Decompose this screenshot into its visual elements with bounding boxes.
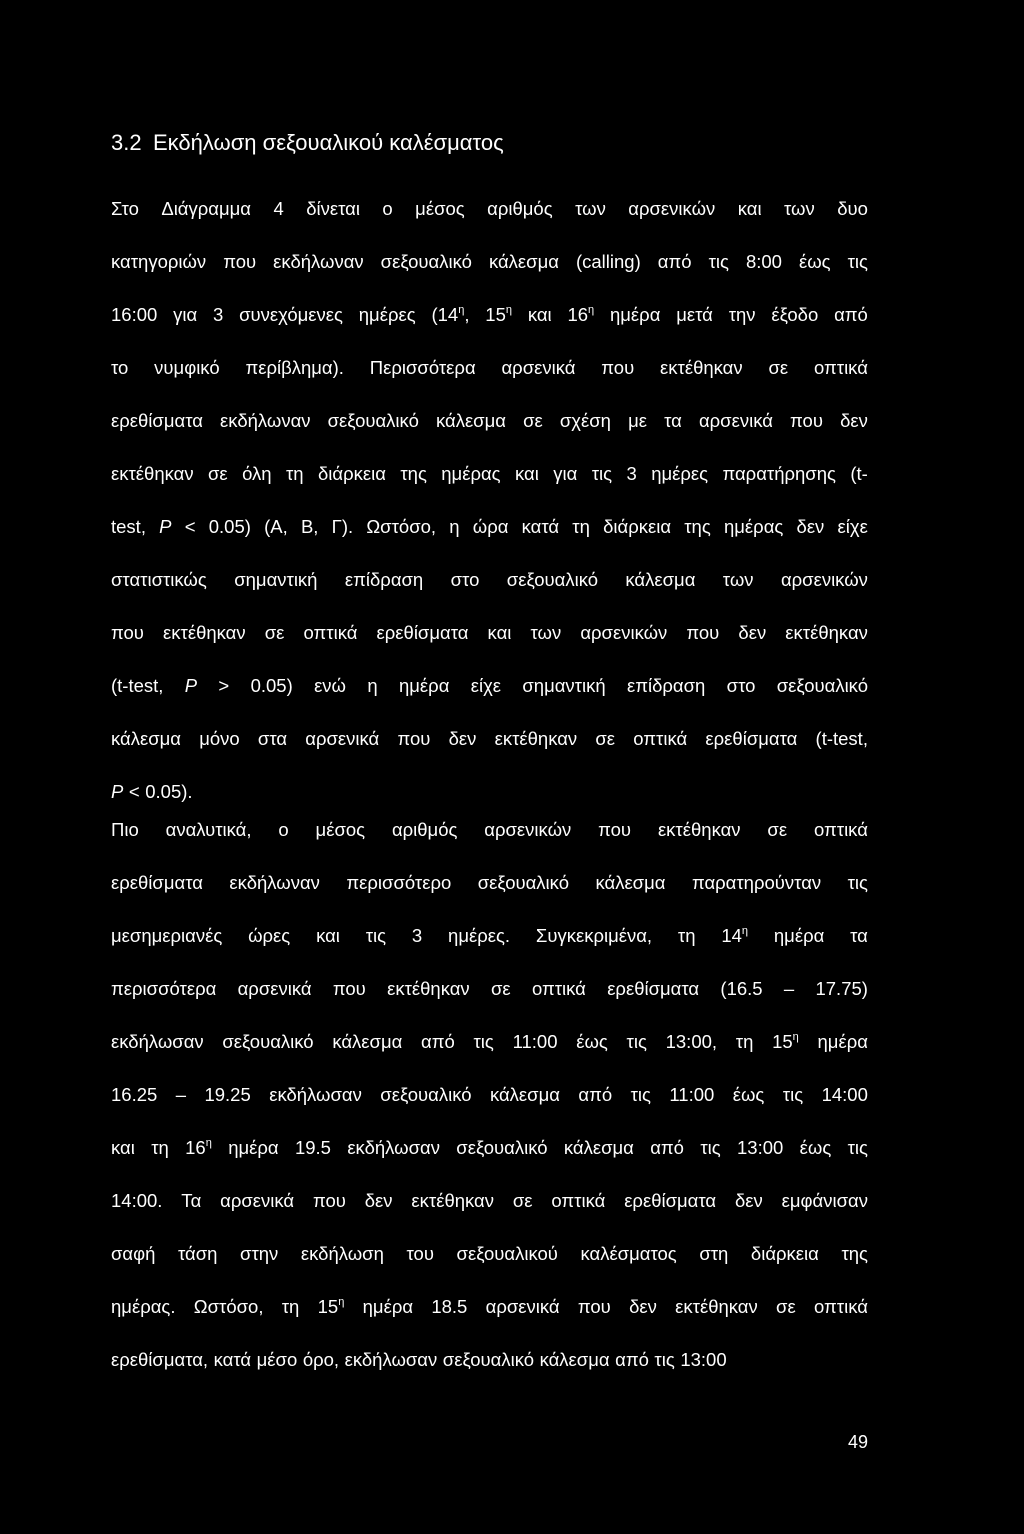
text-line — [111, 618, 868, 671]
word: 19.5 — [294, 1137, 331, 1158]
word: σε — [208, 463, 228, 484]
text-line — [111, 1292, 868, 1345]
word: και — [527, 304, 552, 325]
word: $16^\eta$ — [567, 304, 595, 325]
text-line — [111, 194, 868, 247]
word: στα — [257, 728, 288, 749]
word: εκτέθηκαν — [657, 819, 741, 840]
word: ημέρας — [723, 516, 784, 537]
word: ημέρες — [651, 463, 709, 484]
word: εμφάνισαν — [781, 1190, 868, 1211]
word: έξοδο — [771, 304, 819, 325]
word: για — [553, 463, 578, 484]
word: ημέρα — [362, 1296, 414, 1317]
text-line — [111, 1027, 868, 1080]
word: σεξουαλικό — [456, 1137, 548, 1158]
word: σημαντική — [234, 569, 318, 590]
word: – — [783, 978, 795, 999]
section-title: Εκδήλωση σεξουαλικού καλέσματος — [153, 130, 504, 155]
word: εκτέθηκαν — [660, 357, 743, 378]
word: ώρες — [248, 925, 291, 946]
word: δεν — [738, 622, 767, 643]
word: (t-test, — [815, 728, 868, 749]
word: 18.5 — [431, 1296, 468, 1317]
word: Στο — [111, 198, 139, 219]
word: είχε — [470, 675, 502, 696]
word: μετά — [676, 304, 713, 325]
word: συνεχόμενες — [239, 304, 343, 325]
word: σε — [523, 410, 543, 431]
word: τη — [677, 925, 696, 946]
word: και — [316, 925, 340, 946]
text-line — [111, 1239, 868, 1292]
word: Διάγραμμα — [161, 198, 251, 219]
word: η — [449, 516, 460, 537]
word: οπτικά — [531, 978, 586, 999]
word: τη — [572, 516, 590, 537]
word: ημέρα — [398, 675, 450, 696]
word: $15^\eta$ — [772, 1031, 799, 1052]
word: δεν — [448, 728, 477, 749]
word: μόνο — [199, 728, 240, 749]
word: 16:00 — [111, 304, 158, 325]
word: κάλεσμα — [563, 1137, 634, 1158]
word: εκτέθηκαν — [411, 1190, 494, 1211]
word: που — [577, 1296, 611, 1317]
word: 14:00 — [821, 1084, 868, 1105]
word: περίβλημα). — [245, 357, 344, 378]
word: όλη — [242, 463, 272, 484]
word: δυο — [837, 198, 868, 219]
word: ερεθίσματα — [624, 1190, 717, 1211]
word: αρσενικών — [780, 569, 868, 590]
text-line — [111, 974, 868, 1027]
text-line — [111, 1080, 868, 1133]
word: Ωστόσο, — [366, 516, 437, 537]
word: εκδήλωσαν — [269, 1084, 362, 1105]
word: στην — [240, 1243, 279, 1264]
word: αριθμός — [391, 819, 458, 840]
word: ερεθίσματα, — [111, 1349, 209, 1370]
word: το — [111, 357, 129, 378]
word: (t-test, — [111, 675, 164, 696]
word: (Α, — [264, 516, 288, 537]
word: κάλεσμα — [111, 728, 181, 749]
word: αρσενικά — [220, 1190, 295, 1211]
word: δίνεται — [306, 198, 360, 219]
word: σε — [264, 622, 285, 643]
paragraph-1 — [111, 194, 868, 830]
word: $14^\eta$ — [721, 925, 749, 946]
word: εκδήλωσαν — [347, 1137, 440, 1158]
word: τα — [664, 410, 682, 431]
word: σεξουαλικό — [442, 1349, 535, 1370]
word: εκδήλωση — [300, 1243, 384, 1264]
word: εκτέθηκαν — [675, 1296, 758, 1317]
word: παρατήρησης — [722, 463, 836, 484]
word: μέσο — [256, 1349, 298, 1370]
word: επίδραση — [626, 675, 706, 696]
word: τις — [847, 872, 868, 893]
word: ημέρες. — [448, 925, 511, 946]
paragraph-2 — [111, 815, 868, 1398]
word: ενώ — [314, 675, 347, 696]
text-line — [111, 1345, 868, 1398]
word: κάλεσμα — [625, 569, 696, 590]
word: ερεθίσματα — [705, 728, 798, 749]
word: ερεθίσματα — [607, 978, 700, 999]
word: δεν — [734, 1190, 763, 1211]
word: ημέρα — [228, 1137, 279, 1158]
word: τη — [735, 1031, 754, 1052]
word: σεξουαλικό — [506, 569, 599, 590]
word: Συγκεκριμένα, — [535, 925, 653, 946]
word: τις — [708, 251, 729, 272]
word: όρο, — [302, 1349, 340, 1370]
word: ημέρας — [441, 463, 501, 484]
word: που — [790, 410, 823, 431]
word: η — [367, 675, 378, 696]
word: ο — [382, 198, 393, 219]
word: εκτέθηκαν — [111, 463, 194, 484]
word: που — [332, 978, 366, 999]
word: Β, — [300, 516, 319, 537]
word: τις — [847, 1137, 868, 1158]
word: αρσενικά — [698, 410, 773, 431]
word: τη — [281, 1296, 300, 1317]
word: σεξουαλικού — [456, 1243, 558, 1264]
word: σεξουαλικό — [380, 1084, 472, 1105]
word: διάρκεια — [750, 1243, 819, 1264]
word: σεξουαλικό — [477, 872, 569, 893]
text-line — [111, 815, 868, 868]
word: 8:00 — [745, 251, 782, 272]
word: test, — [111, 516, 146, 537]
word: κατά — [521, 516, 560, 537]
word: σε — [768, 357, 789, 378]
word: εκτέθηκαν — [785, 622, 868, 643]
text-line — [111, 868, 868, 921]
word: αναλυτικά, — [165, 819, 252, 840]
word: εκτέθηκαν — [387, 978, 470, 999]
word: επίδραση — [344, 569, 424, 590]
word: από — [650, 1137, 684, 1158]
word: αρσενικά — [485, 1296, 560, 1317]
word: εκδήλωναν — [229, 872, 320, 893]
word: (t- — [850, 463, 868, 484]
word: στο — [450, 569, 480, 590]
word: οπτικά — [814, 1296, 868, 1317]
word: > — [218, 675, 230, 696]
text-line — [111, 300, 868, 353]
word: (calling) — [575, 251, 641, 272]
word: σχέση — [559, 410, 611, 431]
word: Ωστόσο, — [193, 1296, 264, 1317]
word: ημέρες — [358, 304, 416, 325]
word: την — [728, 304, 756, 325]
word: σε — [512, 1190, 533, 1211]
word: 4 — [273, 198, 284, 219]
word: 16.25 — [111, 1084, 158, 1105]
word: Γ). — [331, 516, 354, 537]
word: (16.5 — [720, 978, 763, 999]
word: δεν — [629, 1296, 657, 1317]
text-line — [111, 671, 868, 724]
word: P — [184, 675, 198, 696]
word: 11:00 — [512, 1031, 558, 1052]
word: και — [487, 622, 512, 643]
word: εκτέθηκαν — [163, 622, 246, 643]
word: Περισσότερα — [369, 357, 476, 378]
word: σεξουαλικό — [222, 1031, 314, 1052]
word: 0.05) — [208, 516, 251, 537]
word: διάρκεια — [603, 516, 672, 537]
word: για — [173, 304, 198, 325]
text-line — [111, 1133, 868, 1186]
word: που — [223, 251, 257, 272]
word: τις — [591, 463, 613, 484]
text-line — [111, 921, 868, 974]
word: της — [400, 463, 427, 484]
word: εκδήλωναν — [273, 251, 364, 272]
word: P — [111, 781, 124, 802]
word: τις — [473, 1031, 494, 1052]
word: 13:00 — [680, 1349, 727, 1370]
word: 19.25 — [204, 1084, 251, 1105]
word: νυμφικό — [154, 357, 220, 378]
word: εκδήλωναν — [220, 410, 311, 431]
word: σε — [595, 728, 616, 749]
word: οπτικά — [633, 728, 688, 749]
word: από — [657, 251, 692, 272]
word: στη — [699, 1243, 729, 1264]
word: οπτικά — [551, 1190, 606, 1211]
word: μέσος — [315, 819, 366, 840]
word: στο — [726, 675, 756, 696]
word: P — [159, 516, 172, 537]
word: 13:00 — [737, 1137, 784, 1158]
word: εκτέθηκαν — [494, 728, 578, 749]
word: έως — [732, 1084, 765, 1105]
word: οπτικά — [813, 819, 868, 840]
word: ερεθίσματα — [111, 410, 203, 431]
word: οπτικά — [813, 357, 868, 378]
word: σε — [490, 978, 511, 999]
word: ημέρα — [609, 304, 661, 325]
word: κατά — [213, 1349, 252, 1370]
word: $15^\eta$ — [485, 304, 512, 325]
word: τις — [365, 925, 387, 946]
word: δεν — [840, 410, 868, 431]
word: κάλεσμα — [488, 251, 559, 272]
word: από — [615, 1349, 649, 1370]
word: < — [184, 516, 196, 537]
word: και — [737, 198, 762, 219]
word: κάλεσμα — [539, 1349, 610, 1370]
word: οπτικά — [303, 622, 358, 643]
text-line — [111, 565, 868, 618]
word: $16^\eta$ — [185, 1137, 212, 1158]
text-line — [111, 406, 868, 459]
word: ημέρα — [773, 925, 825, 946]
word: κάλεσμα — [595, 872, 666, 893]
word: σεξουαλικό — [776, 675, 868, 696]
word: αρσενικά — [501, 357, 576, 378]
word: 13:00, — [665, 1031, 718, 1052]
word: 14:00. — [111, 1190, 163, 1211]
word: περισσότερα — [111, 978, 217, 999]
word: με — [628, 410, 647, 431]
word: ερεθίσματα — [376, 622, 469, 643]
text-line — [111, 247, 868, 300]
word: έως — [576, 1031, 608, 1052]
word: δεν — [364, 1190, 393, 1211]
text-line — [111, 1186, 868, 1239]
word: από — [421, 1031, 455, 1052]
word: ημέρα — [817, 1031, 868, 1052]
word: 3 — [212, 304, 224, 325]
word: καλέσματος — [580, 1243, 677, 1264]
word: των — [722, 569, 754, 590]
word: τις — [700, 1137, 721, 1158]
page-number: 49 — [847, 1432, 868, 1452]
word: μεσημεριανές — [111, 925, 223, 946]
text-line — [111, 512, 868, 565]
word: τα — [850, 925, 868, 946]
word: αρσενικών — [628, 198, 716, 219]
word: Τα — [181, 1190, 202, 1211]
word: διάρκεια — [318, 463, 386, 484]
word: του — [406, 1243, 434, 1264]
word: $15^\eta$ — [317, 1296, 345, 1317]
word: 11:00 — [669, 1084, 715, 1105]
word: που — [312, 1190, 346, 1211]
word: κάλεσμα — [435, 410, 506, 431]
word: της — [684, 516, 711, 537]
word: αρσενικών — [580, 622, 668, 643]
word: κατηγοριών — [111, 251, 207, 272]
word: των — [530, 622, 562, 643]
word: 3 — [626, 463, 637, 484]
word: δεν — [796, 516, 825, 537]
word: παρατηρούνταν — [691, 872, 822, 893]
word: στατιστικώς — [111, 569, 207, 590]
word: τη — [151, 1137, 169, 1158]
word: τις — [782, 1084, 804, 1105]
word: ($14^\eta$, — [431, 304, 470, 325]
word: τις — [630, 1084, 651, 1105]
word: κάλεσμα — [332, 1031, 403, 1052]
word: Πιο — [111, 819, 139, 840]
word: που — [601, 357, 635, 378]
word: < — [128, 781, 140, 802]
word: σεξουαλικό — [327, 410, 419, 431]
word: ημέρας. — [111, 1296, 176, 1317]
word: των — [784, 198, 815, 219]
word: των — [575, 198, 606, 219]
word: τις — [654, 1349, 675, 1370]
word: τις — [847, 251, 868, 272]
word: σημαντική — [522, 675, 606, 696]
word: εκδήλωσαν — [111, 1031, 204, 1052]
word: ερεθίσματα — [111, 872, 203, 893]
word: από — [578, 1084, 613, 1105]
word: σαφή — [111, 1243, 156, 1264]
text-line — [111, 459, 868, 512]
word: 3 — [411, 925, 423, 946]
word: και — [111, 1137, 135, 1158]
word: τάση — [178, 1243, 218, 1264]
word: εκδήλωσαν — [344, 1349, 438, 1370]
word: που — [397, 728, 431, 749]
word: 0.05) — [250, 675, 293, 696]
word: αρσενικών — [484, 819, 572, 840]
word: σε — [776, 1296, 796, 1317]
word: αριθμός — [487, 198, 553, 219]
text-line — [111, 724, 868, 777]
word: αρσενικά — [305, 728, 380, 749]
word: 0.05). — [145, 781, 193, 802]
word: 17.75) — [815, 978, 868, 999]
word: – — [175, 1084, 187, 1105]
word: που — [686, 622, 720, 643]
word: που — [598, 819, 632, 840]
word: σε — [767, 819, 788, 840]
word: που — [111, 622, 144, 643]
word: είχε — [837, 516, 868, 537]
word: κάλεσμα — [489, 1084, 560, 1105]
word: περισσότερο — [346, 872, 452, 893]
word: και — [515, 463, 539, 484]
section-number: 3.2 — [111, 130, 142, 155]
word: ο — [278, 819, 289, 840]
word: σεξουαλικό — [380, 251, 472, 272]
word: ώρα — [472, 516, 509, 537]
word: τη — [285, 463, 304, 484]
word: έως — [799, 1137, 832, 1158]
section-heading — [111, 128, 871, 158]
word: αρσενικά — [237, 978, 312, 999]
word: μέσος — [415, 198, 465, 219]
word: από — [834, 304, 868, 325]
word: της — [841, 1243, 868, 1264]
text-line — [111, 353, 868, 406]
word: έως — [798, 251, 831, 272]
word: τις — [626, 1031, 647, 1052]
